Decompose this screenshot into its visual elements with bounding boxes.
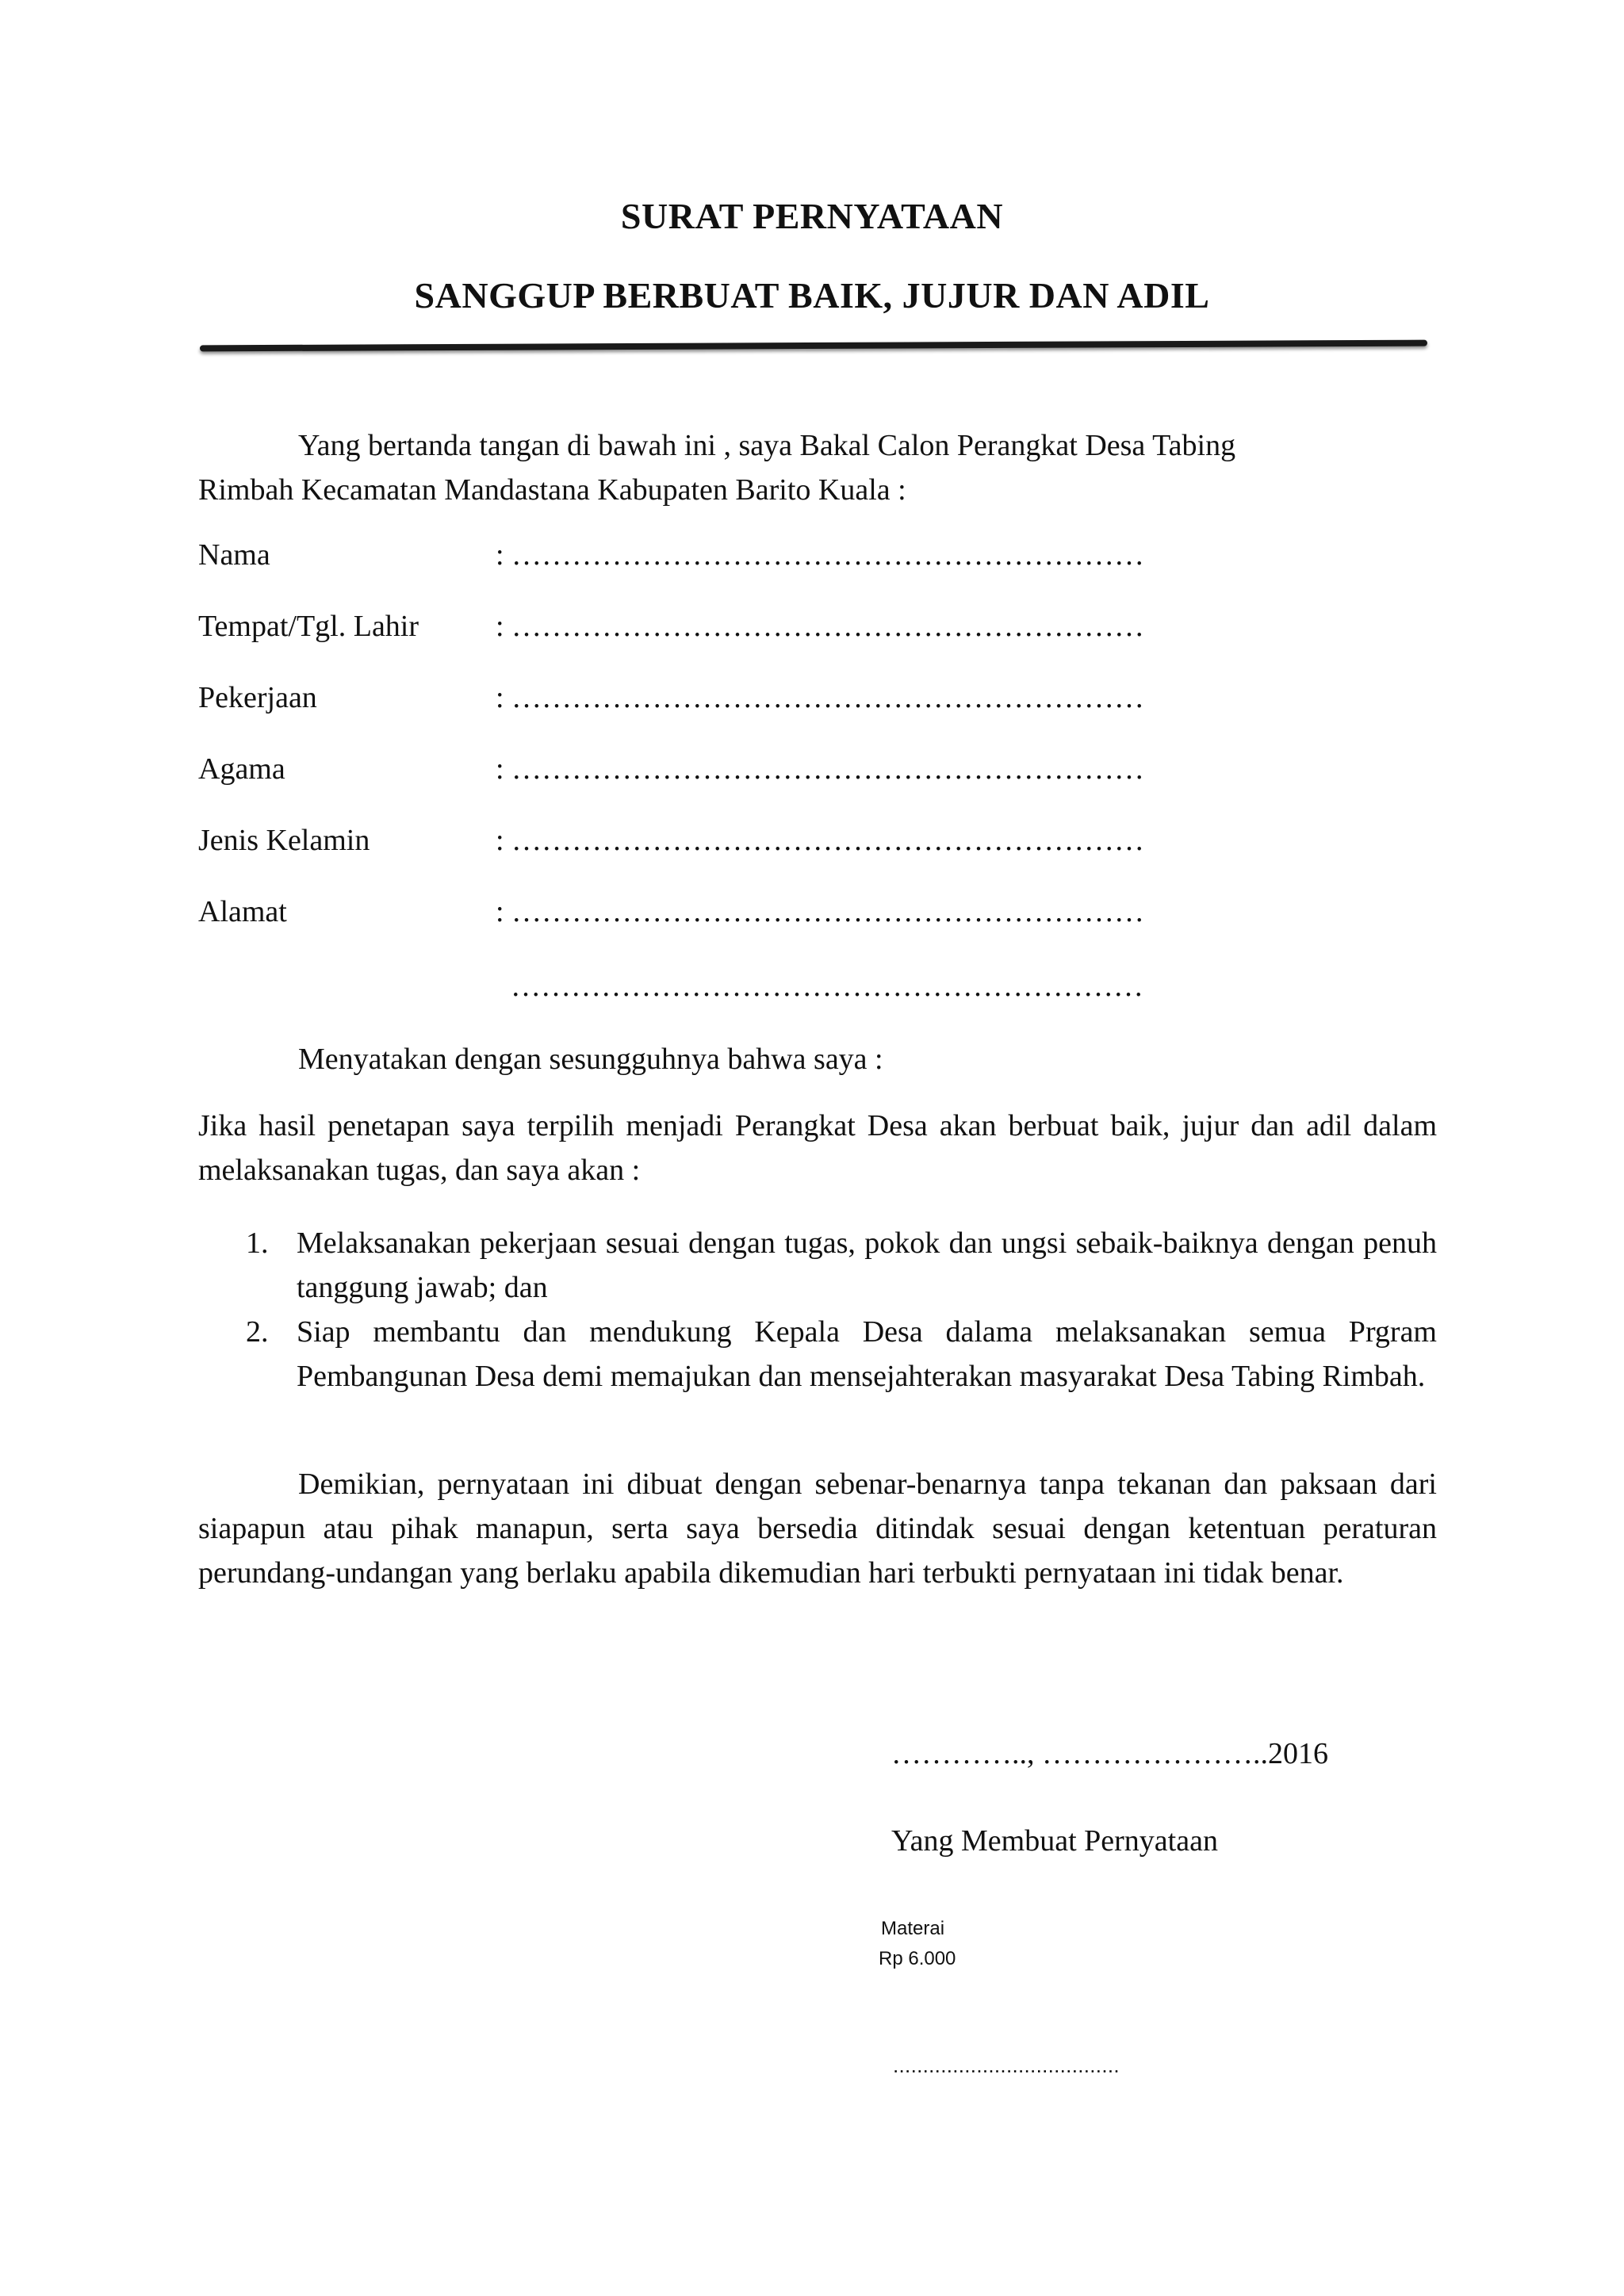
field-label-nama: Nama	[198, 538, 270, 572]
signature-date: ………….., …………………..2016	[891, 1737, 1328, 1770]
field-value-jenis-kelamin: : ………………………………………………………	[496, 824, 1145, 857]
field-value-alamat: : ………………………………………………………	[496, 895, 1145, 928]
intro-paragraph	[198, 423, 1318, 512]
field-value-nama: : ………………………………………………………	[496, 538, 1145, 572]
field-label-agama: Agama	[198, 752, 285, 786]
duty-stamp-placeholder	[879, 1914, 956, 1974]
header-divider	[200, 340, 1427, 352]
signature-line: ......................................	[893, 2053, 1120, 2077]
field-value-pekerjaan: : ………………………………………………………	[496, 681, 1145, 714]
stamp-amount: Rp 6.000	[879, 1948, 956, 1969]
field-label-pekerjaan: Pekerjaan	[198, 681, 317, 714]
list-item-number: 2.	[246, 1315, 269, 1349]
list-item	[198, 1310, 1437, 1399]
list-item-text: Melaksanakan pekerjaan sesuai dengan tugas, pokok dan ungsi sebaik-baiknya dengan penuh tanggung jawab; dan	[297, 1226, 1437, 1304]
signer-title: Yang Membuat Pernyataan	[891, 1824, 1218, 1858]
intro-line-2: Rimbah Kecamatan Mandastana Kabupaten Barito Kuala :	[198, 473, 906, 507]
commitment-paragraph: Jika hasil penetapan saya terpilih menjadi Perangkat Desa akan berbuat baik, jujur dan adil dalam melaksanakan tugas, dan saya akan :	[198, 1109, 1437, 1187]
declaration-text: Menyatakan dengan sesungguhnya bahwa saya :	[298, 1043, 883, 1076]
document-title: SURAT PERNYATAAN	[620, 196, 1004, 236]
document-subtitle: SANGGUP BERBUAT BAIK, JUJUR DAN ADIL	[414, 275, 1210, 316]
list-item-number: 1.	[246, 1226, 269, 1260]
commitment-list	[198, 1221, 1437, 1399]
field-label-tempat-tgl-lahir: Tempat/Tgl. Lahir	[198, 610, 419, 643]
list-item-text: Siap membantu dan mendukung Kepala Desa dalama melaksanakan semua Prgram Pembangunan Desa demi memajukan dan mensejahterakan masyarakat Desa Tabing Rimbah.	[297, 1315, 1437, 1393]
field-value-alamat-continuation: ………………………………………………………	[496, 970, 1143, 1003]
field-value-tempat-tgl-lahir: : ………………………………………………………	[496, 610, 1145, 643]
field-label-jenis-kelamin: Jenis Kelamin	[198, 824, 370, 857]
list-item	[198, 1221, 1437, 1310]
field-value-agama: : ………………………………………………………	[496, 752, 1145, 786]
stamp-label: Materai	[881, 1918, 945, 1939]
field-label-alamat: Alamat	[198, 895, 287, 928]
closing-text: Demikian, pernyataan ini dibuat dengan sebenar-benarnya tanpa tekanan dan paksaan dari siapapun atau pihak manapun, serta saya bersedia ditindak sesuai dengan ketentuan peraturan perundang-undangan yang berlaku apabila dikemudian hari terbukti pernyataan ini tidak benar.	[198, 1468, 1437, 1590]
closing-paragraph	[198, 1462, 1437, 1595]
intro-line-1: Yang bertanda tangan di bawah ini , saya Bakal Calon Perangkat Desa Tabing	[298, 429, 1236, 462]
